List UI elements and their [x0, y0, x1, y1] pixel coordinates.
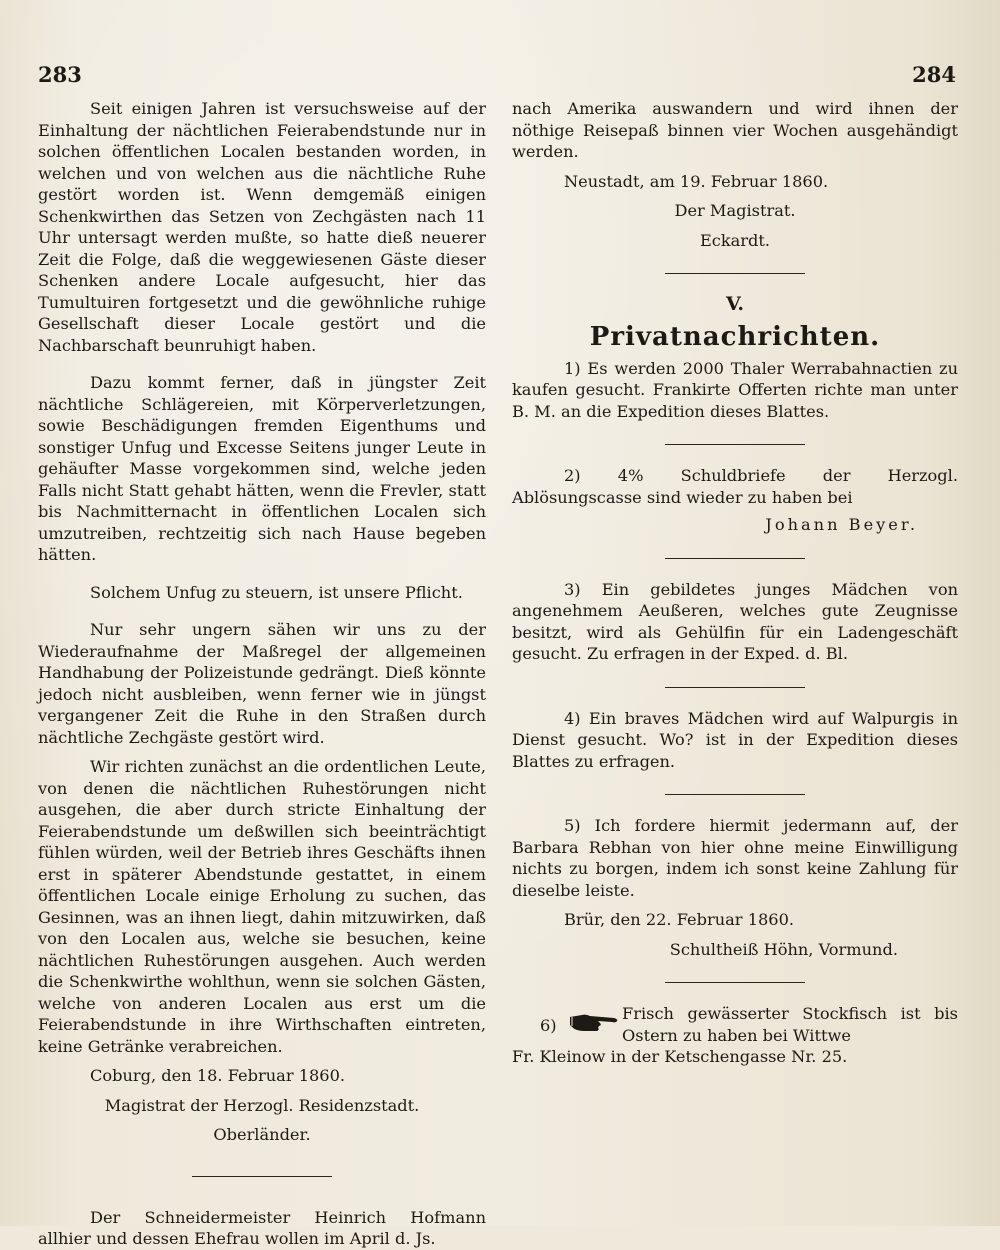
notice-paragraph-5: Wir richten zunächst an die ordentlichen Leute, von denen die nächtlichen Ruhestörungen nicht ausgehen, die aber durch stricte Einhaltung der Feierabendstunde um deßwillen sich beeinträchtigt fühlen würden, weil der Betrieb ihres Geschäfts ihnen erst in späterer Abendstunde gestattet, in einem öffentlichen Locale einige Erholung zu suchen, das Gesinnen, was an ihnen liegt, dahin mitzuwirken, daß von den Localen aus, welche sie besuchen, keine nächtlichen Ruhestörungen ausgehen. Auch werden die Schenkwirthe wohlthun, wenn sie solchen Gästen, welche von anderen Localen aus erst um die Feierabendstunde in ihre Wirthschaften eintreten, keine Getränke verabreichen.	[38, 757, 486, 1056]
advert-5-date: Brür, den 22. Februar 1860.	[564, 910, 795, 929]
section-number: V.	[725, 293, 745, 315]
page-number-left: 283	[38, 62, 82, 87]
advert-divider	[665, 444, 805, 445]
notice-paragraph-1: Seit einigen Jahren ist versuchsweise auf der Einhaltung der nächtlichen Feierabendstunde nur in solchen öffentlichen Localen bestanden worden, in welchen und von welchen aus die nächtliche Ruhe gestört worden ist. Wenn demgemäß einigen Schenkwirthen das Setzen von Zechgästen nach 11 Uhr untersagt werden mußte, so hatte dieß neuerer Zeit die Folge, daß die weggewiesenen Gäste dieser Schenken andere Locale aufgesucht, hier das Tumultuiren fortgesetzt und die gewöhnliche ruhige Gesellschaft dieser Locale gestört und die Nachbarschaft beunruhigt haben.	[38, 99, 486, 355]
section-divider	[192, 1176, 332, 1177]
section-title: Privatnachrichten.	[589, 321, 881, 352]
advert-6	[512, 1003, 958, 1068]
advert-6-line-1: Frisch gewässerter Stockfisch ist bis Ostern zu haben bei Wittwe	[622, 1004, 958, 1045]
pointing-hand-icon	[568, 1009, 620, 1035]
advert-3: 3) Ein gebildetes junges Mädchen von angenehmem Aeußeren, welches gute Zeugnisse besitzt, wird als Gehülfin für ein Ladengeschäft gesucht. Zu erfragen in der Exped. d. Bl.	[512, 579, 958, 663]
advert-1: 1) Es werden 2000 Thaler Werrabahnactien zu kaufen gesucht. Frankirte Offerten richte man unter B. M. an die Expedition dieses Blattes.	[512, 358, 958, 421]
page-number-right: 284	[912, 62, 956, 87]
notice-paragraph-3: Solchem Unfug zu steuern, ist unsere Pflicht.	[90, 582, 463, 602]
notice-paragraph-4: Nur sehr ungern sähen wir uns zu der Wiederaufnahme der Maßregel der allgemeinen Handhabung der Polizeistunde gedrängt. Dieß könnte jedoch nicht ausbleiben, wenn ferner wie in jüngst vergangener Zeit die Ruhe in den Straßen durch nächtliche Zechgäste gestört wird.	[38, 620, 486, 747]
emigration-notice-continued: nach Amerika auswandern und wird ihnen der nöthige Reisepaß binnen vier Wochen ausgehändigt werden.	[512, 99, 958, 161]
advert-2: 2) 4% Schuldbriefe der Herzogl. Ablösungscasse sind wieder zu haben bei	[512, 466, 958, 507]
advert-6-number: 6)	[540, 1016, 557, 1035]
advert-divider	[665, 982, 805, 983]
notice-signer: Oberländer.	[213, 1125, 311, 1144]
notice-date-neustadt: Neustadt, am 19. Februar 1860.	[564, 171, 829, 191]
advert-6-line-2: Fr. Kleinow in der Ketschengasse Nr. 25.	[512, 1047, 848, 1066]
emigration-notice: Der Schneidermeister Heinrich Hofmann allhier und dessen Ehefrau wollen im April d. Js.	[38, 1207, 486, 1248]
left-column	[38, 98, 486, 1250]
advert-5: 5) Ich fordere hiermit jedermann auf, der Barbara Rebhan von hier ohne meine Einwilligung nichts zu borgen, indem ich sonst keine Zahlung für dieselbe leiste.	[512, 816, 958, 900]
right-column	[512, 98, 958, 1068]
notice-authority: Magistrat der Herzogl. Residenzstadt.	[104, 1095, 420, 1115]
advert-2-name: Johann Beyer.	[765, 515, 918, 534]
advert-divider	[665, 558, 805, 559]
advert-divider	[665, 794, 805, 795]
section-divider	[665, 273, 805, 274]
notice-authority-neustadt: Der Magistrat.	[674, 201, 796, 220]
notice-signer-neustadt: Eckardt.	[699, 230, 771, 250]
advert-4: 4) Ein braves Mädchen wird auf Walpurgis in Dienst gesucht. Wo? ist in der Expedition dieses Blattes zu erfragen.	[512, 708, 958, 771]
advert-5-signer: Schultheiß Höhn, Vormund.	[669, 939, 898, 959]
advert-divider	[665, 687, 805, 688]
notice-date: Coburg, den 18. Februar 1860.	[90, 1066, 346, 1085]
notice-paragraph-2: Dazu kommt ferner, daß in jüngster Zeit nächtliche Schlägereien, mit Körperverletzungen, sowie Beschädigungen fremden Eigenthums und sonstiger Unfug und Excesse Seitens junger Leute in gehäufter Masse vorgekommen sind, welche jeden Falls nicht Statt gehabt hätten, wenn die Frevler, statt bis Nachmitternacht in öffentlichen Localen sich umzutreiben, rechtzeitig sich nach Hause begeben hätten.	[38, 373, 486, 564]
